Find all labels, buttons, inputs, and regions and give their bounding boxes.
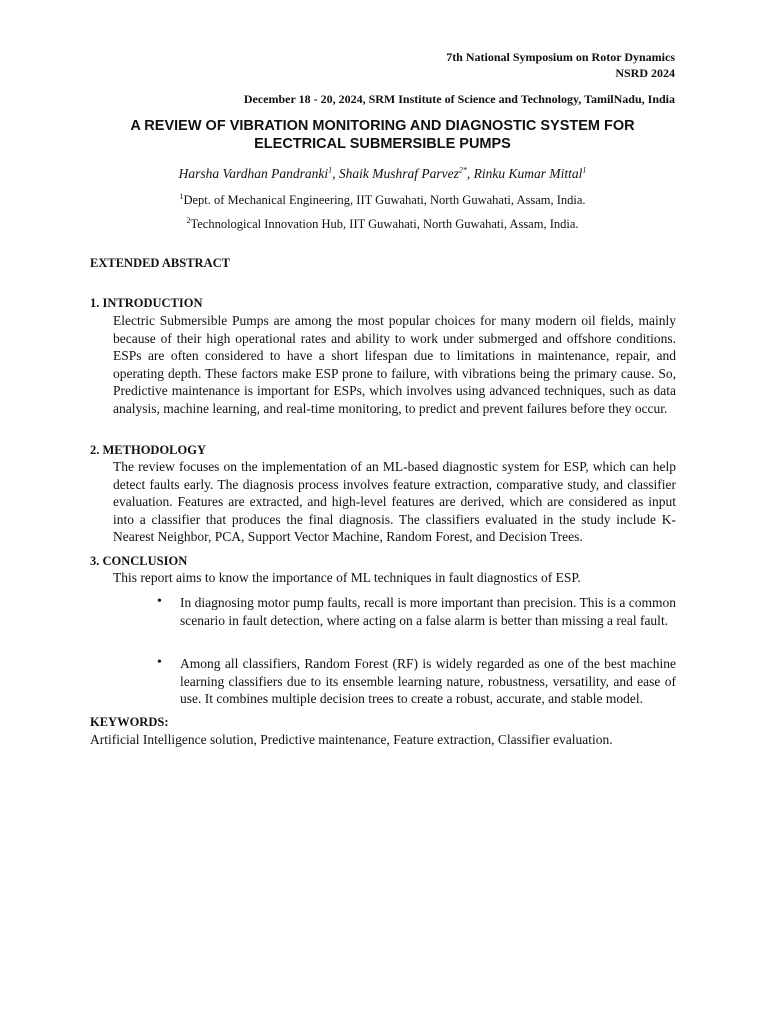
affiliation-2-text: Technological Innovation Hub, IIT Guwahati, North Guwahati, Assam, India. — [190, 217, 579, 231]
bullet-marker: • — [157, 655, 162, 670]
affiliation-2-mark: 2 — [186, 215, 191, 225]
conference-acronym: NSRD 2024 — [615, 66, 675, 80]
introduction-heading: 1. INTRODUCTION — [90, 296, 203, 310]
bullet-marker: • — [157, 594, 162, 609]
methodology-paragraph: The review focuses on the implementation of an ML-based diagnostic system for ESP, which can help detect faults early. The diagnosis process involves feature extraction, comparative study, and classifier evaluation. Features are extracted, and high-level features are derived, which are considered as input into a classifier that produces the final diagnosis. The classifiers evaluated in the study include K-Nearest Neighbor, PCA, Support Vector Machine, Random Forest, and Decision Trees. — [113, 459, 676, 545]
author-3: Rinku Kumar Mittal — [473, 166, 583, 181]
conclusion-bullet-1 — [113, 594, 676, 629]
author-separator: , — [332, 166, 339, 181]
author-2-affil-mark: 2* — [458, 165, 467, 175]
author-separator: , — [466, 166, 474, 181]
conference-name: 7th National Symposium on Rotor Dynamics — [446, 50, 675, 64]
paper-title — [90, 117, 675, 153]
title-line-1: A REVIEW OF VIBRATION MONITORING AND DIAGNOSTIC SYSTEM FOR — [130, 118, 635, 134]
author-list — [90, 165, 675, 183]
author-2: Shaik Mushraf Parvez — [338, 166, 459, 181]
conclusion-heading: 3. CONCLUSION — [90, 554, 188, 568]
conclusion-bullet-2 — [113, 655, 676, 708]
introduction-paragraph: Electric Submersible Pumps are among the most popular choices for many modern oil fields, mainly because of their high operational rates and ability to work under submerged and offshore conditions. ESPs are often considered to have a short lifespan due to limitations in maintenance, repair, and operating depth. These factors make ESP prone to failure, with vibrations being the primary cause. So, Predictive maintenance is important for ESPs, which involves using advanced techniques, such as data analysis, machine learning, and real-time monitoring, to predict and prevent failures before they occur. — [113, 313, 676, 416]
author-1: Harsha Vardhan Pandranki — [178, 166, 329, 181]
affiliation-1-mark: 1 — [179, 191, 184, 201]
extended-abstract-heading: EXTENDED ABSTRACT — [90, 256, 230, 270]
conclusion-paragraph: This report aims to know the importance of ML techniques in fault diagnostics of ESP. — [113, 570, 581, 585]
author-1-affil-mark: 1 — [328, 165, 333, 175]
bullet-2-text: Among all classifiers, Random Forest (RF) is widely regarded as one of the best machine learning classifiers due to its ensemble learning nature, robustness, versatility, and ease of use. It combines multiple decision trees to create a robust, accurate, and stable model. — [180, 656, 676, 707]
conference-date-venue: December 18 - 20, 2024, SRM Institute of Science and Technology, TamilNadu, India — [243, 92, 675, 106]
bullet-1-text: In diagnosing motor pump faults, recall is more important than precision. This is a common scenario in fault detection, where acting on a false alarm is better than missing a real fault. — [180, 595, 676, 628]
author-3-affil-mark: 1 — [582, 165, 587, 175]
keywords-text: Artificial Intelligence solution, Predictive maintenance, Feature extraction, Classifier evaluation. — [90, 732, 613, 747]
methodology-heading: 2. METHODOLOGY — [90, 443, 206, 457]
affiliation-1 — [90, 192, 675, 208]
affiliation-1-text: Dept. of Mechanical Engineering, IIT Guwahati, North Guwahati, Assam, India. — [183, 193, 586, 207]
affiliation-2 — [90, 216, 675, 232]
title-line-2: ELECTRICAL SUBMERSIBLE PUMPS — [254, 136, 511, 152]
keywords-heading: KEYWORDS: — [90, 715, 169, 729]
